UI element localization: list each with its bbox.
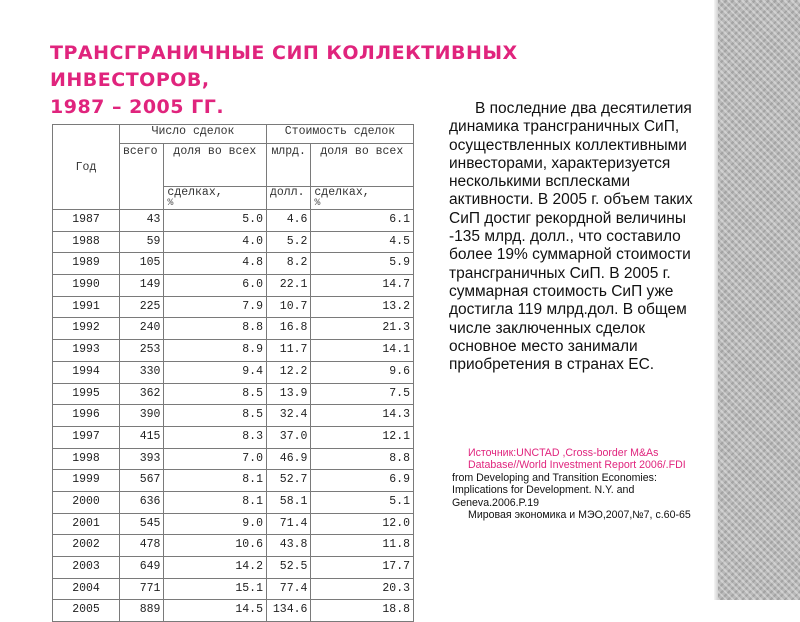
header-count-total xyxy=(120,144,164,210)
description-text xyxy=(449,100,711,374)
cell-value: 71.4 xyxy=(266,513,310,535)
cell-value-share: 6.1 xyxy=(311,210,414,232)
cell-value-share: 9.6 xyxy=(311,361,414,383)
header-value-group: Стоимость сделок xyxy=(266,125,413,144)
source-line3: Мировая экономика и МЭО,2007,№7, с.60-65 xyxy=(468,509,691,522)
header-value-share-cont xyxy=(311,187,414,210)
cell-count: 59 xyxy=(120,231,164,253)
cell-value: 16.8 xyxy=(266,318,310,340)
cell-count: 545 xyxy=(120,513,164,535)
cell-value-share: 6.9 xyxy=(311,470,414,492)
cell-count-share: 9.4 xyxy=(164,361,267,383)
cell-value: 11.7 xyxy=(266,340,310,362)
cell-year: 2003 xyxy=(53,557,120,579)
cell-value-share: 4.5 xyxy=(311,231,414,253)
cell-count: 771 xyxy=(120,578,164,600)
header-count-share-label-c: % xyxy=(167,198,174,209)
table-row xyxy=(53,318,414,340)
cell-value: 5.2 xyxy=(266,231,310,253)
table-row xyxy=(53,513,414,535)
cell-count: 567 xyxy=(120,470,164,492)
cell-count-share: 9.0 xyxy=(164,513,267,535)
cell-year: 2005 xyxy=(53,600,120,622)
cell-value: 52.7 xyxy=(266,470,310,492)
cell-value-share: 5.1 xyxy=(311,491,414,513)
cell-value: 13.9 xyxy=(266,383,310,405)
cell-value: 46.9 xyxy=(266,448,310,470)
cell-count: 889 xyxy=(120,600,164,622)
cell-value: 43.8 xyxy=(266,535,310,557)
source-line1: Источник:UNCTAD ,Cross-border M&As Database//World Investment Report 2006/.FDI xyxy=(468,447,686,472)
cell-year: 1995 xyxy=(53,383,120,405)
header-count-group: Число сделок xyxy=(120,125,267,144)
table-row xyxy=(53,405,414,427)
cell-count: 393 xyxy=(120,448,164,470)
header-value-mln-cont xyxy=(266,187,310,210)
cell-count: 330 xyxy=(120,361,164,383)
cell-count-share: 8.1 xyxy=(164,491,267,513)
source-line2: from Developing and Transition Economies: Implications for Development. N.Y. and Geneva.2006.P.19 xyxy=(452,471,657,509)
cell-year: 1999 xyxy=(53,470,120,492)
table-row xyxy=(53,535,414,557)
cell-count-share: 6.0 xyxy=(164,275,267,297)
cell-value-share: 7.5 xyxy=(311,383,414,405)
cell-value-share: 21.3 xyxy=(311,318,414,340)
cell-count-share: 14.5 xyxy=(164,600,267,622)
cell-count-share: 8.8 xyxy=(164,318,267,340)
table-row xyxy=(53,578,414,600)
cell-year: 1992 xyxy=(53,318,120,340)
table-row xyxy=(53,448,414,470)
table-row xyxy=(53,253,414,275)
table-row xyxy=(53,557,414,579)
header-count-total-label: всего xyxy=(123,145,158,158)
cell-value: 58.1 xyxy=(266,491,310,513)
cell-year: 1988 xyxy=(53,231,120,253)
cell-count-share: 4.8 xyxy=(164,253,267,275)
cell-value: 134.6 xyxy=(266,600,310,622)
cell-year: 1996 xyxy=(53,405,120,427)
cell-year: 2000 xyxy=(53,491,120,513)
header-count-share-cont xyxy=(164,187,267,210)
source-note xyxy=(452,447,714,521)
cell-value: 77.4 xyxy=(266,578,310,600)
cell-count-share: 8.9 xyxy=(164,340,267,362)
table-row xyxy=(53,383,414,405)
cell-count: 649 xyxy=(120,557,164,579)
cell-count: 43 xyxy=(120,210,164,232)
header-value-mln xyxy=(266,144,310,187)
cell-value: 22.1 xyxy=(266,275,310,297)
deals-table xyxy=(52,124,414,622)
cell-count-share: 7.0 xyxy=(164,448,267,470)
decorative-side-band xyxy=(718,0,800,600)
cell-value-share: 8.8 xyxy=(311,448,414,470)
deals-table-body xyxy=(53,210,414,622)
header-value-share-label-c: % xyxy=(314,198,321,209)
header-count-share-label: доля во всех xyxy=(173,145,257,158)
cell-count: 105 xyxy=(120,253,164,275)
slide-title-line1: ТРАНСГРАНИЧНЫЕ СИП КОЛЛЕКТИВНЫХ ИНВЕСТОРОВ, xyxy=(50,42,518,91)
cell-year: 1987 xyxy=(53,210,120,232)
cell-count: 636 xyxy=(120,491,164,513)
table-row xyxy=(53,275,414,297)
cell-value: 37.0 xyxy=(266,426,310,448)
cell-value-share: 13.2 xyxy=(311,296,414,318)
cell-count: 415 xyxy=(120,426,164,448)
cell-value-share: 5.9 xyxy=(311,253,414,275)
header-value-share xyxy=(311,144,414,187)
table-row xyxy=(53,426,414,448)
cell-count-share: 4.0 xyxy=(164,231,267,253)
table-row xyxy=(53,296,414,318)
cell-count: 149 xyxy=(120,275,164,297)
cell-year: 1990 xyxy=(53,275,120,297)
table-row xyxy=(53,470,414,492)
cell-value-share: 20.3 xyxy=(311,578,414,600)
cell-count-share: 8.5 xyxy=(164,405,267,427)
cell-count-share: 15.1 xyxy=(164,578,267,600)
cell-value: 10.7 xyxy=(266,296,310,318)
cell-count-share: 8.5 xyxy=(164,383,267,405)
table-row xyxy=(53,491,414,513)
cell-value: 32.4 xyxy=(266,405,310,427)
cell-year: 1991 xyxy=(53,296,120,318)
cell-count-share: 10.6 xyxy=(164,535,267,557)
header-year: Год xyxy=(53,125,120,210)
cell-value: 52.5 xyxy=(266,557,310,579)
slide-title-line2: 1987 – 2005 ГГ. xyxy=(50,96,225,118)
cell-year: 1994 xyxy=(53,361,120,383)
header-value-share-label-b: сделках, xyxy=(314,186,370,199)
cell-count-share: 8.3 xyxy=(164,426,267,448)
cell-count: 478 xyxy=(120,535,164,557)
cell-year: 1993 xyxy=(53,340,120,362)
header-count-share xyxy=(164,144,267,187)
cell-count: 225 xyxy=(120,296,164,318)
table-row xyxy=(53,340,414,362)
cell-value-share: 14.1 xyxy=(311,340,414,362)
cell-value-share: 17.7 xyxy=(311,557,414,579)
cell-year: 1998 xyxy=(53,448,120,470)
cell-value-share: 12.0 xyxy=(311,513,414,535)
cell-year: 2002 xyxy=(53,535,120,557)
cell-value: 12.2 xyxy=(266,361,310,383)
description-paragraph: В последние два десятилетия динамика трансграничных СиП, осуществленных коллективными инвесторами, характеризуется несколькими всплесками активности. В 2005 г. объем таких СиП достиг рекордной величины -135 млрд. долл., что составило более 19% суммарной стоимости трансграничных СиП. В 2005 г. суммарная стоимость СиП уже достигла 119 млрд.дол. В общем числе заключенных сделок основное место занимали приобретения в странах ЕС. xyxy=(449,100,693,374)
header-value-mln-label-b: долл. xyxy=(269,186,305,199)
cell-value-share: 12.1 xyxy=(311,426,414,448)
cell-count-share: 5.0 xyxy=(164,210,267,232)
cell-count: 390 xyxy=(120,405,164,427)
cell-count: 362 xyxy=(120,383,164,405)
header-value-share-label: доля во всех xyxy=(320,145,404,158)
cell-value-share: 14.3 xyxy=(311,405,414,427)
cell-count: 253 xyxy=(120,340,164,362)
cell-value-share: 14.7 xyxy=(311,275,414,297)
cell-value-share: 11.8 xyxy=(311,535,414,557)
header-value-mln-label: млрд. xyxy=(271,145,306,158)
header-count-share-label-b: сделках, xyxy=(167,186,223,199)
cell-year: 2004 xyxy=(53,578,120,600)
cell-count-share: 7.9 xyxy=(164,296,267,318)
cell-year: 1997 xyxy=(53,426,120,448)
table-row xyxy=(53,600,414,622)
table-row xyxy=(53,361,414,383)
cell-count-share: 8.1 xyxy=(164,470,267,492)
table-row xyxy=(53,231,414,253)
cell-value-share: 18.8 xyxy=(311,600,414,622)
cell-value: 4.6 xyxy=(266,210,310,232)
cell-count: 240 xyxy=(120,318,164,340)
cell-year: 2001 xyxy=(53,513,120,535)
table-row xyxy=(53,210,414,232)
cell-count-share: 14.2 xyxy=(164,557,267,579)
cell-value: 8.2 xyxy=(266,253,310,275)
cell-year: 1989 xyxy=(53,253,120,275)
